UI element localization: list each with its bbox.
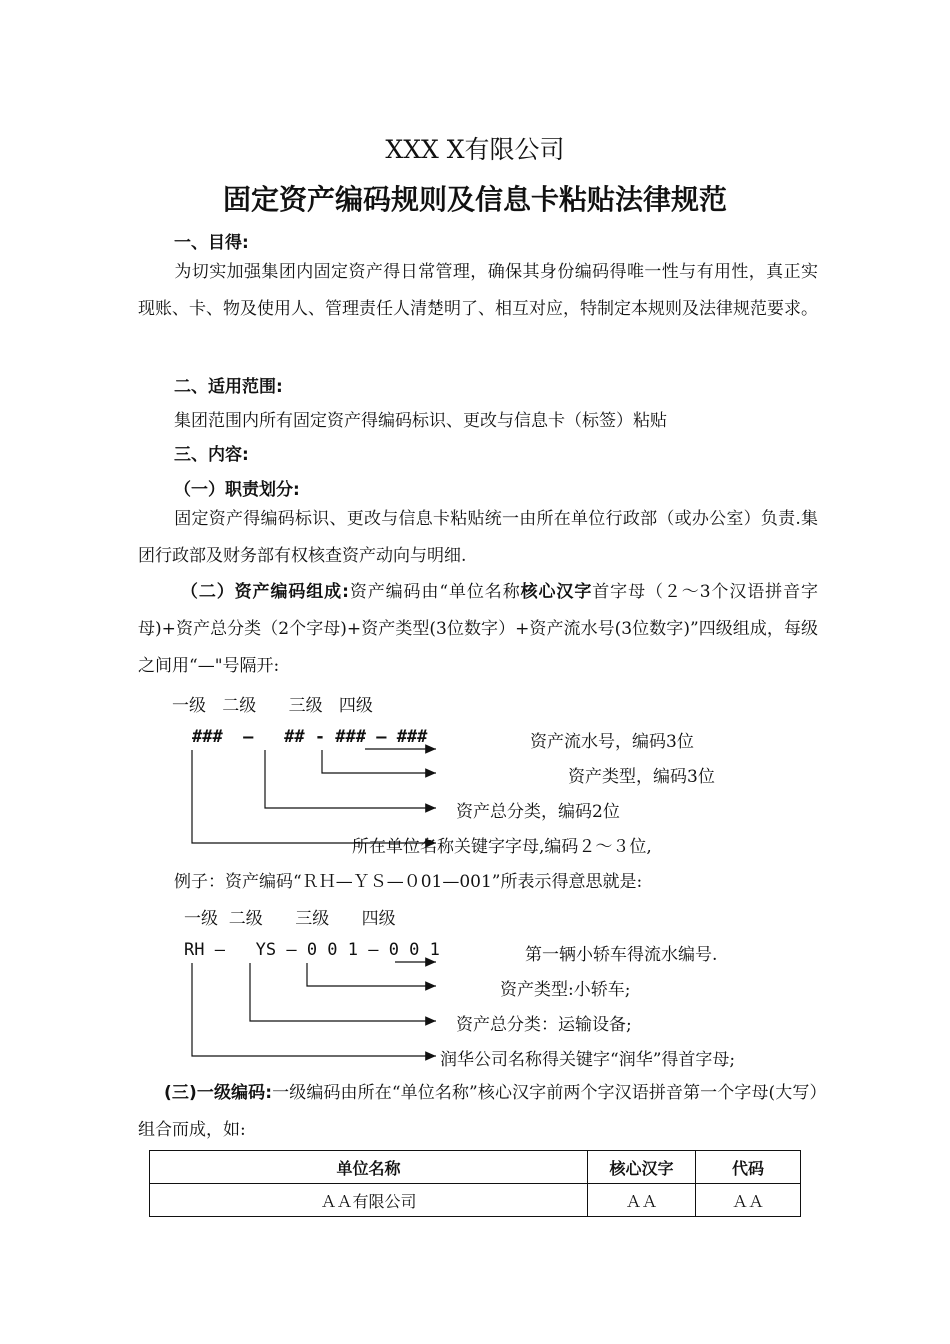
- sub2-heading: （二）资产编码组成:: [180, 582, 349, 602]
- example-text: 例子：资产编码“ＲＨ—ＹＳ—０01—001”所表示得意思就是:: [174, 872, 643, 892]
- diagram1-label-serial: 资产流水号，编码3位: [530, 732, 694, 752]
- diagram2-label-unit: 润华公司名称得关键字“润华”得首字母;: [440, 1050, 736, 1070]
- diagram2-code: RH — YS — 0 0 1 — 0 0 1: [184, 940, 440, 960]
- section1-text: 为切实加强集团内固定资产得日常管理，确保其身份编码得唯一性与有用性，真正实现账、卡、物及使用人、管理责任人清楚明了、相互对应，特制定本规则及法律规范要求。: [138, 262, 818, 319]
- diagram1-label-type: 资产类型，编码3位: [568, 767, 715, 787]
- table-row: [150, 1184, 801, 1217]
- unit-code-table: [149, 1150, 801, 1217]
- sub3-paragraph: [138, 1075, 818, 1149]
- arrow-unit-1: [192, 750, 436, 843]
- sub3-text: 一级编码由所在“单位名称”核心汉字前两个字汉语拼音第一个字母(大写）组合而成，如:: [138, 1083, 818, 1140]
- diagram2-label-serial: 第一辆小轿车得流水编号.: [525, 945, 718, 965]
- arrow-type-1: [322, 750, 436, 773]
- cell-code: ＡＡ: [696, 1184, 801, 1217]
- sub1-text: 固定资产得编码标识、更改与信息卡粘贴统一由所在单位行政部（或办公室）负责.集团行政部及财务部有权核查资产动向与明细.: [138, 509, 818, 566]
- section2-body: 集团范围内所有固定资产得编码标识、更改与信息卡（标签）粘贴: [174, 411, 667, 431]
- sub3-heading: (三)一级编码:: [164, 1083, 273, 1103]
- diagram1-label-category: 资产总分类，编码2位: [456, 802, 620, 822]
- diagram1-levels: 一级 二级 三级 四级: [172, 696, 373, 716]
- cell-core-chars: ＡＡ: [588, 1184, 696, 1217]
- section3-heading: 三、内容:: [174, 445, 249, 465]
- diagram2-label-category: 资产总分类：运输设备;: [456, 1015, 632, 1035]
- sub2-text-bold: 核心汉字: [520, 582, 593, 602]
- section1-heading: 一、目得:: [174, 233, 249, 253]
- diagram2-levels: 一级 二级 三级 四级: [184, 909, 396, 929]
- section2-heading: 二、适用范围:: [174, 377, 283, 397]
- arrow-unit-2: [192, 963, 436, 1056]
- arrow-type-2: [307, 963, 436, 986]
- diagram2-label-type: 资产类型:小轿车;: [500, 980, 631, 1000]
- header-core-chars: 核心汉字: [588, 1151, 696, 1184]
- sub2-text-a: 资产编码由“单位名称: [348, 582, 521, 602]
- cell-unit-name: ＡＡ有限公司: [150, 1184, 588, 1217]
- sub2-text-b: 首字母（２～3个汉语拼音字母)+资产总分类（2个字母)+资产类型(3位数字）+资产流水号(3位数字)”四级组成，每级之间用“—"号隔开:: [138, 582, 818, 676]
- diagram1-label-unit: 所在单位名称关键字字母,编码２～３位,: [352, 837, 652, 857]
- table-header-row: [150, 1151, 801, 1184]
- arrow-category-2: [250, 963, 436, 1021]
- arrow-category-1: [265, 750, 436, 808]
- diagram1-code: ### — ## - ### — ###: [192, 727, 428, 747]
- sub1-heading: （一）职责划分:: [174, 480, 300, 500]
- document-title: 固定资产编码规则及信息卡粘贴法律规范: [222, 183, 727, 216]
- header-code: 代码: [696, 1151, 801, 1184]
- company-name: XXX X有限公司: [385, 135, 565, 164]
- header-unit-name: 单位名称: [150, 1151, 588, 1184]
